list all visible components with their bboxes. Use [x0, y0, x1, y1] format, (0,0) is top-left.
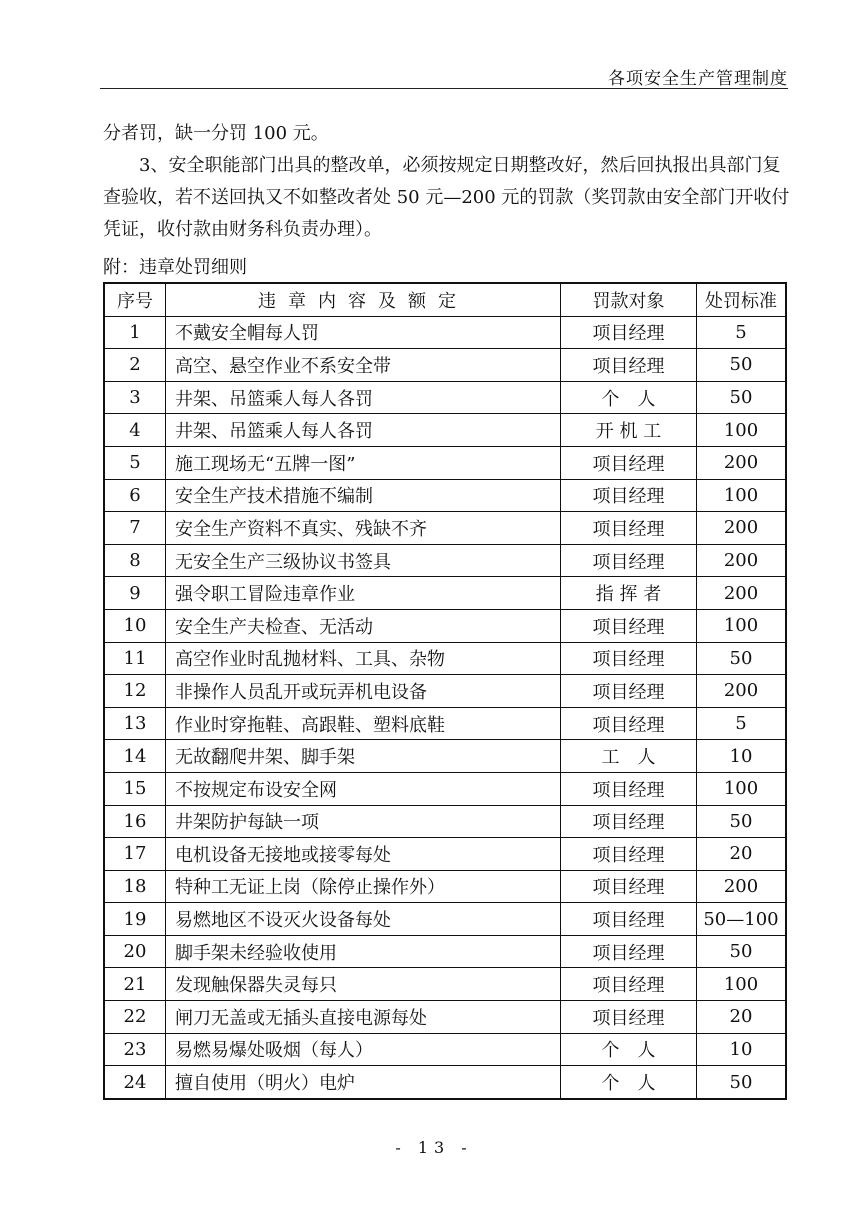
- row-number: 15: [104, 772, 166, 805]
- row-description: 强令职工冒险违章作业: [166, 577, 561, 610]
- row-number: 13: [104, 707, 166, 740]
- row-target: 项目经理: [561, 642, 697, 675]
- row-standard: 100: [697, 479, 787, 512]
- row-standard: 50: [697, 1066, 787, 1099]
- row-description: 井架、吊篮乘人每人各罚: [166, 414, 561, 447]
- row-number: 22: [104, 1001, 166, 1034]
- header-target: 罚款对象: [561, 283, 697, 316]
- paragraph-2: 3、安全职能部门出具的整改单，必须按规定日期整改好，然后回执报出具部门复查验收，若不送回执又不如整改者处 50 元—200 元的罚款（奖罚款由安全部门开收付凭证，收付款由财务科负责办理）。: [103, 155, 790, 240]
- row-target: 项目经理: [561, 870, 697, 903]
- header-rule: [100, 88, 788, 89]
- row-description: 擅自使用（明火）电炉: [166, 1066, 561, 1099]
- table-row: [104, 544, 786, 577]
- row-description: 高空、悬空作业不系安全带: [166, 349, 561, 382]
- row-description: 安全生产资料不真实、残缺不齐: [166, 512, 561, 545]
- row-standard: 100: [697, 609, 787, 642]
- table-header-row: [104, 283, 786, 316]
- row-standard: 200: [697, 675, 787, 708]
- row-description: 高空作业时乱抛材料、工具、杂物: [166, 642, 561, 675]
- row-target: 个 人: [561, 381, 697, 414]
- row-number: 10: [104, 609, 166, 642]
- row-standard: 200: [697, 512, 787, 545]
- row-description: 易燃地区不设灭火设备每处: [166, 903, 561, 936]
- table-row: [104, 903, 786, 936]
- row-target: 个 人: [561, 1033, 697, 1066]
- row-number: 17: [104, 838, 166, 871]
- row-standard: 50: [697, 349, 787, 382]
- row-number: 19: [104, 903, 166, 936]
- page-number: - 13 -: [395, 1138, 473, 1157]
- row-number: 2: [104, 349, 166, 382]
- table-row: [104, 968, 786, 1001]
- row-standard: 10: [697, 740, 787, 773]
- row-target: 开 机 工: [561, 414, 697, 447]
- row-target: 项目经理: [561, 903, 697, 936]
- table-row: [104, 1066, 786, 1099]
- row-standard: 50: [697, 381, 787, 414]
- header-standard: 处罚标准: [697, 283, 787, 316]
- table-row: [104, 838, 786, 871]
- table-body: [104, 316, 786, 1099]
- row-standard: 100: [697, 772, 787, 805]
- row-standard: 100: [697, 414, 787, 447]
- row-standard: 200: [697, 446, 787, 479]
- table-caption: 附：违章处罚细则: [103, 257, 247, 278]
- row-standard: 5: [697, 707, 787, 740]
- row-target: 项目经理: [561, 316, 697, 349]
- row-target: 项目经理: [561, 609, 697, 642]
- row-target: 项目经理: [561, 707, 697, 740]
- row-standard: 100: [697, 968, 787, 1001]
- row-description: 安全生产夫检查、无活动: [166, 609, 561, 642]
- row-description: 施工现场无“五牌一图”: [166, 446, 561, 479]
- row-description: 易燃易爆处吸烟（每人）: [166, 1033, 561, 1066]
- row-target: 项目经理: [561, 838, 697, 871]
- table-row: [104, 642, 786, 675]
- row-number: 16: [104, 805, 166, 838]
- row-standard: 50: [697, 805, 787, 838]
- row-number: 18: [104, 870, 166, 903]
- row-number: 8: [104, 544, 166, 577]
- table-row: [104, 740, 786, 773]
- row-description: 非操作人员乱开或玩弄机电设备: [166, 675, 561, 708]
- row-standard: 200: [697, 577, 787, 610]
- table-row: [104, 870, 786, 903]
- row-standard: 20: [697, 838, 787, 871]
- row-standard: 50: [697, 935, 787, 968]
- row-number: 24: [104, 1066, 166, 1099]
- table-row: [104, 935, 786, 968]
- row-number: 14: [104, 740, 166, 773]
- table-row: [104, 1033, 786, 1066]
- row-standard: 200: [697, 544, 787, 577]
- row-number: 11: [104, 642, 166, 675]
- row-number: 1: [104, 316, 166, 349]
- row-target: 项目经理: [561, 512, 697, 545]
- row-description: 闸刀无盖或无插头直接电源每处: [166, 1001, 561, 1034]
- row-description: 不按规定布设安全网: [166, 772, 561, 805]
- row-standard: 200: [697, 870, 787, 903]
- row-number: 7: [104, 512, 166, 545]
- row-target: 个 人: [561, 1066, 697, 1099]
- table-row: [104, 1001, 786, 1034]
- header-desc: 违章内容及额定: [166, 283, 561, 316]
- row-target: 项目经理: [561, 935, 697, 968]
- row-target: 项目经理: [561, 544, 697, 577]
- row-description: 安全生产技术措施不编制: [166, 479, 561, 512]
- row-number: 12: [104, 675, 166, 708]
- table-row: [104, 805, 786, 838]
- row-target: 项目经理: [561, 446, 697, 479]
- table-row: [104, 316, 786, 349]
- paragraph-1: 分者罚，缺一分罚 100 元。: [103, 123, 329, 144]
- row-standard: 50: [697, 642, 787, 675]
- row-target: 项目经理: [561, 772, 697, 805]
- row-target: 项目经理: [561, 675, 697, 708]
- row-number: 4: [104, 414, 166, 447]
- row-description: 作业时穿拖鞋、高跟鞋、塑料底鞋: [166, 707, 561, 740]
- row-number: 6: [104, 479, 166, 512]
- row-description: 井架、吊篮乘人每人各罚: [166, 381, 561, 414]
- table-row: [104, 707, 786, 740]
- row-standard: 50—100: [697, 903, 787, 936]
- table-row: [104, 446, 786, 479]
- row-target: 项目经理: [561, 479, 697, 512]
- row-target: 项目经理: [561, 805, 697, 838]
- table-row: [104, 512, 786, 545]
- row-target: 项目经理: [561, 349, 697, 382]
- row-standard: 20: [697, 1001, 787, 1034]
- row-target: 工 人: [561, 740, 697, 773]
- row-target: 项目经理: [561, 1001, 697, 1034]
- row-standard: 10: [697, 1033, 787, 1066]
- row-description: 井架防护每缺一项: [166, 805, 561, 838]
- header-no: 序号: [104, 283, 166, 316]
- row-description: 发现触保器失灵每只: [166, 968, 561, 1001]
- row-number: 5: [104, 446, 166, 479]
- row-description: 不戴安全帽每人罚: [166, 316, 561, 349]
- row-number: 9: [104, 577, 166, 610]
- table-row: [104, 479, 786, 512]
- row-target: 指 挥 者: [561, 577, 697, 610]
- row-number: 3: [104, 381, 166, 414]
- row-description: 特种工无证上岗（除停止操作外）: [166, 870, 561, 903]
- table-row: [104, 772, 786, 805]
- table-row: [104, 381, 786, 414]
- table-row: [104, 349, 786, 382]
- row-target: 项目经理: [561, 968, 697, 1001]
- row-description: 脚手架未经验收使用: [166, 935, 561, 968]
- row-description: 无故翻爬井架、脚手架: [166, 740, 561, 773]
- row-description: 电机设备无接地或接零每处: [166, 838, 561, 871]
- table-row: [104, 609, 786, 642]
- table-row: [104, 675, 786, 708]
- table-row: [104, 414, 786, 447]
- row-number: 21: [104, 968, 166, 1001]
- row-number: 23: [104, 1033, 166, 1066]
- table-row: [104, 577, 786, 610]
- row-description: 无安全生产三级协议书签具: [166, 544, 561, 577]
- row-number: 20: [104, 935, 166, 968]
- row-standard: 5: [697, 316, 787, 349]
- fines-table: [103, 282, 787, 1100]
- page-header-title: 各项安全生产管理制度: [608, 69, 788, 89]
